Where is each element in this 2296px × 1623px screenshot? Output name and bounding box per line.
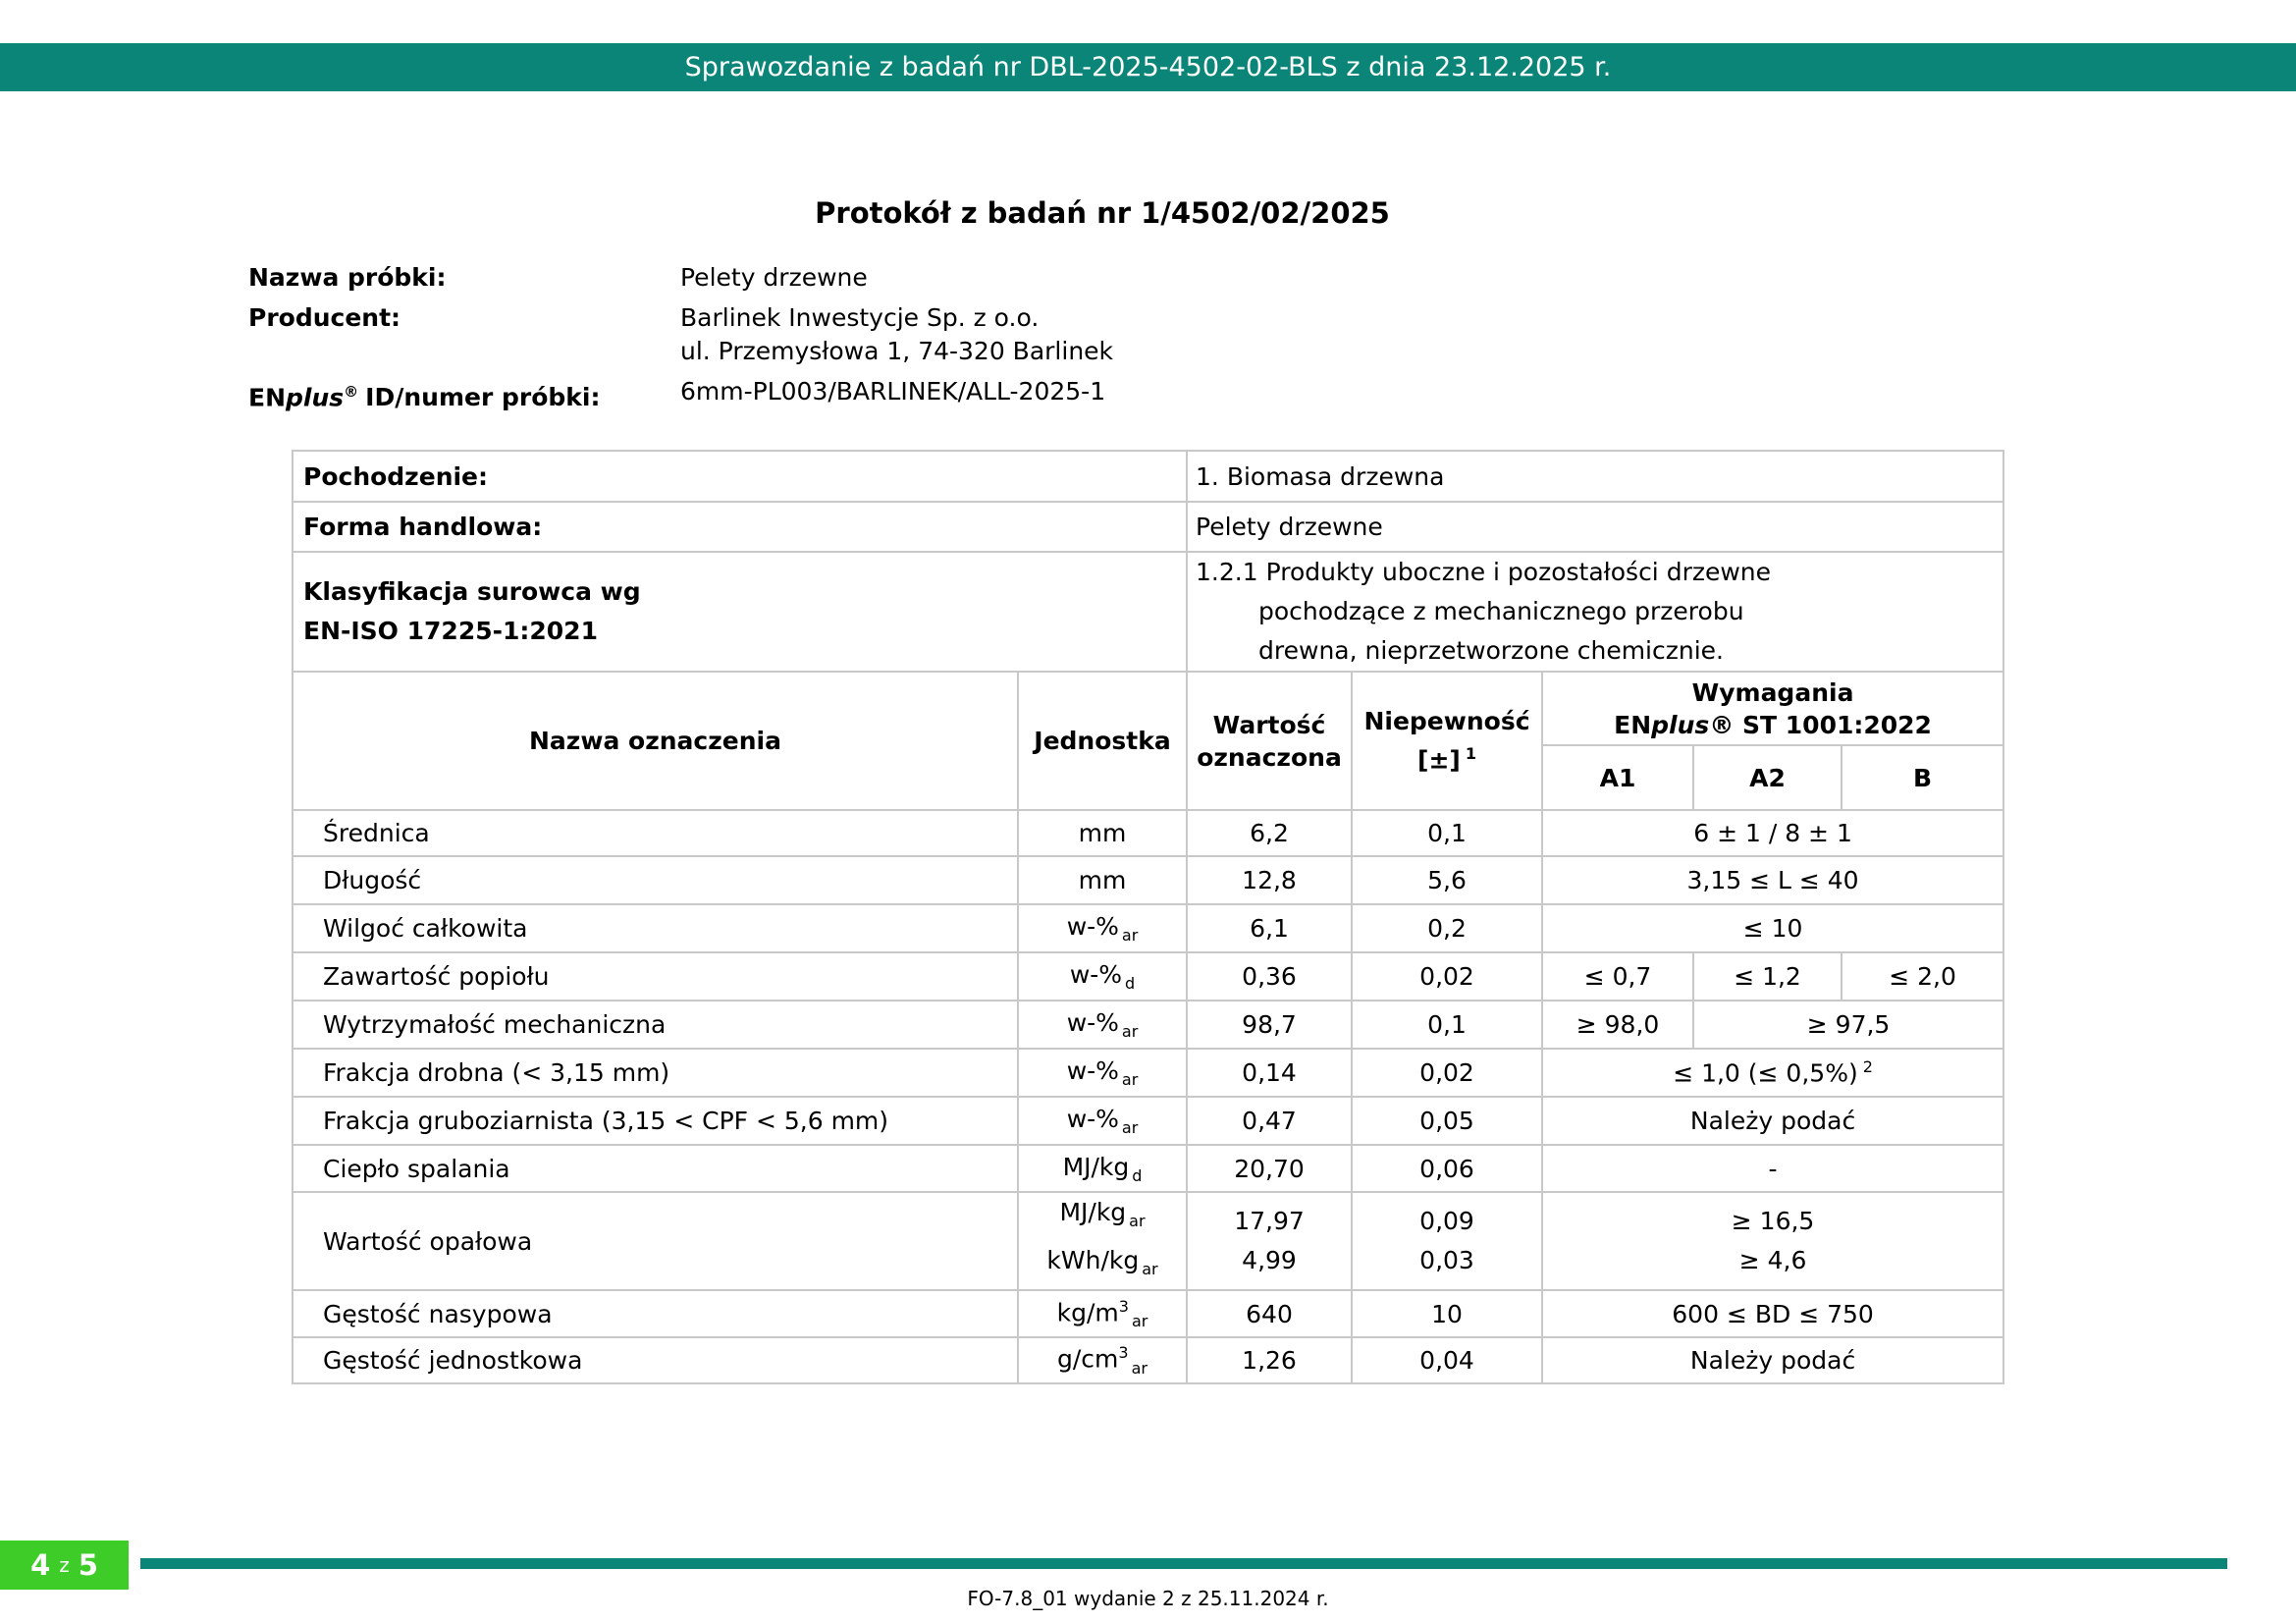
param-uncertainty [1352, 1192, 1542, 1290]
origin-label: Pochodzenie: [293, 451, 1187, 502]
unit-subscript: ar [1121, 926, 1139, 945]
param-unit [1018, 1145, 1187, 1192]
param-requirement: 6 ± 1 / 8 ± 1 [1542, 810, 2003, 856]
table-row [293, 1001, 2003, 1049]
header-requirements-rest: ® ST 1001:2022 [1709, 710, 1932, 739]
producer-value-line2: ul. Przemysłowa 1, 74-320 Barlinek [680, 337, 1114, 365]
unit-subscript: ar [1121, 1118, 1139, 1137]
param-unit [1018, 1001, 1187, 1049]
table-row [293, 810, 2003, 856]
param-requirement: 3,15 ≤ L ≤ 40 [1542, 856, 2003, 904]
unit-base: kg/m [1056, 1298, 1119, 1327]
page-total: 5 [78, 1548, 98, 1582]
param-name: Ciepło spalania [293, 1145, 1018, 1192]
param-requirement: ≤ 10 [1542, 904, 2003, 952]
table-row [293, 1097, 2003, 1145]
unit-superscript: 3 [1118, 1343, 1129, 1363]
header-class-a2: A2 [1693, 745, 1842, 810]
param-value: 20,70 [1187, 1145, 1352, 1192]
unit-superscript: 3 [1118, 1296, 1129, 1316]
param-name: Gęstość jednostkowa [293, 1337, 1018, 1383]
param-requirement: 600 ≤ BD ≤ 750 [1542, 1290, 2003, 1337]
param-unit [1018, 1049, 1187, 1097]
sample-name-label: Nazwa próbki: [248, 263, 447, 292]
table-row [293, 1290, 2003, 1337]
table-row [293, 1145, 2003, 1192]
header-class-a1: A1 [1542, 745, 1693, 810]
unit-base: w-% [1066, 912, 1119, 941]
unit-subscript: d [1125, 974, 1136, 993]
param-requirement: - [1542, 1145, 2003, 1192]
param-unit [1018, 904, 1187, 952]
header-requirements-en: EN [1614, 710, 1652, 739]
param-requirement-a1: ≥ 98,0 [1542, 1001, 1693, 1049]
param-name: Średnica [293, 810, 1018, 856]
table-row-origin [293, 451, 2003, 502]
header-uncertainty-line2: [±] [1417, 745, 1461, 775]
enplus-id-label-rest: ID/numer próbki: [365, 383, 601, 412]
param-name: Frakcja drobna (< 3,15 mm) [293, 1049, 1018, 1097]
param-name: Zawartość popiołu [293, 952, 1018, 1001]
param-unit [1018, 1290, 1187, 1337]
requirement-line: ≥ 16,5 [1731, 1207, 1815, 1235]
table-row-classification [293, 552, 2003, 672]
trade-form-label: Forma handlowa: [293, 502, 1187, 552]
param-name: Wytrzymałość mechaniczna [293, 1001, 1018, 1049]
param-unit [1018, 1192, 1187, 1290]
unit-base: MJ/kg [1059, 1198, 1127, 1226]
report-title-text: Sprawozdanie z badań nr DBL-2025-4502-02-BLS z dnia 23.12.2025 r. [684, 52, 1612, 82]
unit-subscript: ar [1129, 1212, 1146, 1230]
unit-subscript: ar [1131, 1312, 1148, 1331]
unit-base: w-% [1066, 1008, 1119, 1037]
table-row [293, 1337, 2003, 1383]
unit-base: w-% [1066, 1056, 1119, 1085]
param-requirement-b: ≤ 2,0 [1842, 952, 2003, 1001]
param-value: 0,36 [1187, 952, 1352, 1001]
param-value: 0,47 [1187, 1097, 1352, 1145]
classification-label-line2: EN-ISO 17225-1:2021 [303, 617, 598, 645]
param-uncertainty: 0,05 [1352, 1097, 1542, 1145]
param-unit [1018, 810, 1187, 856]
unit-subscript: d [1132, 1165, 1143, 1185]
enplus-id-value: 6mm-PL003/BARLINEK/ALL-2025-1 [680, 377, 1106, 406]
param-name: Gęstość nasypowa [293, 1290, 1018, 1337]
classification-label [293, 552, 1187, 672]
footer-divider-rule [140, 1558, 2227, 1569]
param-unit [1018, 856, 1187, 904]
param-uncertainty: 0,02 [1352, 1049, 1542, 1097]
footnote-2-marker: 2 [1862, 1057, 1873, 1077]
header-requirements-plus: plus [1651, 710, 1710, 739]
param-unit [1018, 1337, 1187, 1383]
classification-value-line2: pochodzące z mechanicznego przerobu [1258, 597, 1744, 625]
param-requirement: Należy podać [1542, 1337, 2003, 1383]
sample-name-value: Pelety drzewne [680, 263, 868, 292]
enplus-id-label-en: EN [248, 383, 287, 412]
unit-subscript: ar [1121, 1022, 1139, 1041]
param-uncertainty: 0,02 [1352, 952, 1542, 1001]
unit-base: w-% [1069, 960, 1123, 989]
producer-value [680, 301, 1113, 368]
unit-base: mm [1078, 866, 1127, 894]
header-uncertainty [1352, 672, 1542, 810]
param-value: 98,7 [1187, 1001, 1352, 1049]
footnote-1-marker: 1 [1465, 744, 1476, 764]
unit-subscript: ar [1131, 1358, 1148, 1378]
param-requirement-a2: ≤ 1,2 [1693, 952, 1842, 1001]
unit-base: kWh/kg [1046, 1246, 1140, 1274]
param-name: Długość [293, 856, 1018, 904]
param-requirement [1542, 1049, 2003, 1097]
unit-subscript: ar [1142, 1260, 1158, 1278]
param-requirement [1542, 1192, 2003, 1290]
value-line: 4,99 [1242, 1246, 1297, 1274]
producer-value-line1: Barlinek Inwestycje Sp. z o.o. [680, 303, 1040, 332]
page-number-badge [0, 1541, 129, 1590]
param-requirement: Należy podać [1542, 1097, 2003, 1145]
unit-base: w-% [1066, 1105, 1119, 1133]
table-row [293, 952, 2003, 1001]
table-header-row [293, 672, 2003, 745]
producer-label: Producent: [248, 303, 401, 332]
form-code-text: FO-7.8_01 wydanie 2 z 25.11.2024 r. [967, 1587, 1329, 1610]
results-table [292, 450, 2004, 1384]
requirement-line: ≥ 4,6 [1738, 1246, 1807, 1274]
header-name: Nazwa oznaczenia [293, 672, 1018, 810]
param-value: 12,8 [1187, 856, 1352, 904]
param-requirement-a2-b: ≥ 97,5 [1693, 1001, 2003, 1049]
param-name: Frakcja gruboziarnista (3,15 < CPF < 5,6 mm) [293, 1097, 1018, 1145]
origin-value: 1. Biomasa drzewna [1187, 451, 2003, 502]
param-requirement-a1: ≤ 0,7 [1542, 952, 1693, 1001]
trade-form-value: Pelety drzewne [1187, 502, 2003, 552]
enplus-id-label [248, 375, 680, 414]
classification-value-line3: drewna, nieprzetworzone chemicznie. [1258, 636, 1724, 665]
report-title-bar [0, 43, 2296, 91]
uncertainty-line: 0,03 [1419, 1246, 1474, 1274]
header-unit: Jednostka [1018, 672, 1187, 810]
param-value [1187, 1192, 1352, 1290]
param-name: Wilgoć całkowita [293, 904, 1018, 952]
param-uncertainty: 5,6 [1352, 856, 1542, 904]
param-value: 0,14 [1187, 1049, 1352, 1097]
table-row [293, 856, 2003, 904]
unit-base: g/cm [1057, 1344, 1119, 1374]
registered-mark-icon: ® [344, 383, 359, 401]
param-unit [1018, 1097, 1187, 1145]
param-uncertainty: 0,04 [1352, 1337, 1542, 1383]
unit-base: mm [1078, 819, 1127, 847]
classification-value [1187, 552, 2003, 672]
requirement-text: ≤ 1,0 (≤ 0,5%) [1673, 1058, 1858, 1088]
classification-value-line1: 1.2.1 Produkty uboczne i pozostałości drzewne [1196, 558, 1772, 586]
param-uncertainty: 0,06 [1352, 1145, 1542, 1192]
header-requirements [1542, 672, 2003, 745]
table-row [293, 1192, 2003, 1290]
value-line: 17,97 [1234, 1207, 1305, 1235]
param-uncertainty: 0,2 [1352, 904, 1542, 952]
table-row [293, 1049, 2003, 1097]
param-value: 640 [1187, 1290, 1352, 1337]
param-uncertainty: 10 [1352, 1290, 1542, 1337]
table-row-trade-form [293, 502, 2003, 552]
page-title: Protokół z badań nr 1/4502/02/2025 [815, 196, 1390, 230]
sample-info-block [248, 261, 1113, 414]
param-value: 6,2 [1187, 810, 1352, 856]
classification-label-line1: Klasyfikacja surowca wg [303, 577, 641, 606]
uncertainty-line: 0,09 [1419, 1207, 1474, 1235]
param-uncertainty: 0,1 [1352, 1001, 1542, 1049]
table-row [293, 904, 2003, 952]
enplus-id-label-plus: plus [286, 383, 345, 412]
param-uncertainty: 0,1 [1352, 810, 1542, 856]
param-unit [1018, 952, 1187, 1001]
header-uncertainty-line1: Niepewność [1363, 707, 1530, 736]
header-measured-value-line2: oznaczona [1197, 742, 1342, 772]
page-current: 4 [30, 1548, 51, 1582]
unit-subscript: ar [1121, 1070, 1139, 1089]
param-value: 1,26 [1187, 1337, 1352, 1383]
header-measured-value-line1: Wartość [1212, 710, 1326, 739]
param-value: 6,1 [1187, 904, 1352, 952]
page-separator: z [59, 1553, 70, 1577]
header-class-b: B [1842, 745, 2003, 810]
header-requirements-line1: Wymagania [1691, 677, 1854, 707]
header-measured-value [1187, 672, 1352, 810]
param-name: Wartość opałowa [293, 1192, 1018, 1290]
unit-base: MJ/kg [1062, 1152, 1130, 1181]
